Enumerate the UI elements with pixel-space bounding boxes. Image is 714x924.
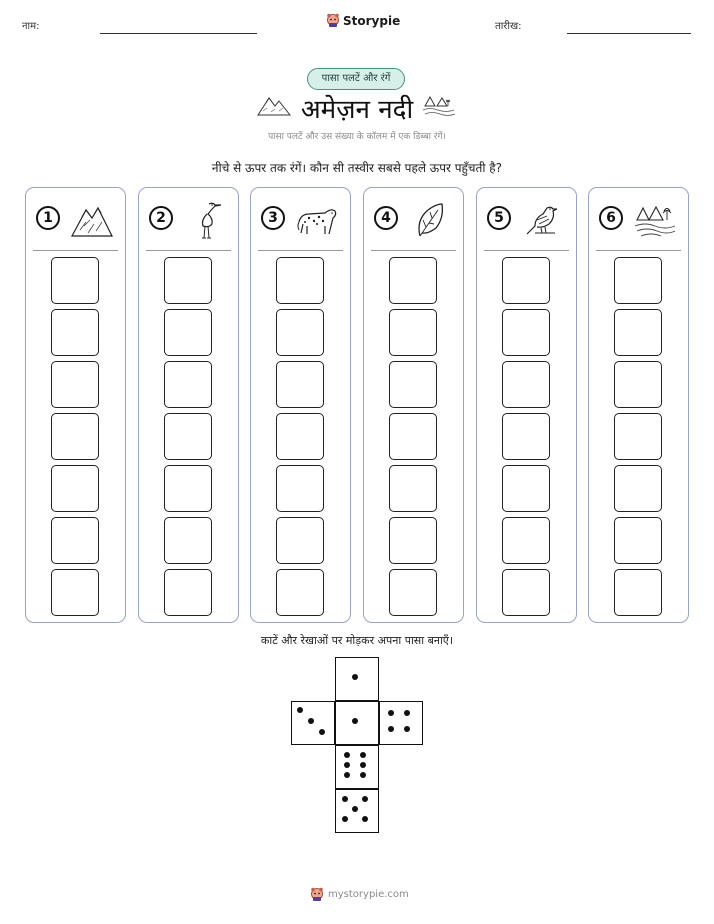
die-pip <box>360 762 366 768</box>
column-header <box>251 188 350 250</box>
footer <box>310 887 409 902</box>
page-title: अमेज़न नदी <box>300 95 414 125</box>
color-box[interactable] <box>614 465 662 512</box>
color-box[interactable] <box>51 361 99 408</box>
column-header <box>139 188 238 250</box>
brand-name: Storypie <box>343 13 401 28</box>
die-pip <box>388 726 394 732</box>
die-pip <box>362 816 368 822</box>
column-number: 5 <box>487 206 511 230</box>
color-box[interactable] <box>502 361 550 408</box>
village-art-icon <box>422 94 456 116</box>
die-pip <box>404 726 410 732</box>
color-box[interactable] <box>614 361 662 408</box>
color-box[interactable] <box>502 465 550 512</box>
color-box[interactable] <box>276 413 324 460</box>
color-box[interactable] <box>389 465 437 512</box>
color-box[interactable] <box>51 569 99 616</box>
instruction: नीचे से ऊपर तक रंगें। कौन सी तस्वीर सबसे पहले ऊपर पहुँचती है? <box>211 161 503 175</box>
color-box[interactable] <box>614 413 662 460</box>
column-header <box>26 188 125 250</box>
column-number: 2 <box>149 206 173 230</box>
die-pip <box>352 806 358 812</box>
footer-url[interactable]: mystorypie.com <box>328 889 409 900</box>
color-box[interactable] <box>614 309 662 356</box>
color-box[interactable] <box>389 361 437 408</box>
bird-icon <box>521 200 565 240</box>
column-header <box>589 188 688 250</box>
name-label: नाम: <box>22 21 40 32</box>
color-box[interactable] <box>164 413 212 460</box>
column-divider <box>146 250 231 251</box>
die-pip <box>344 752 350 758</box>
color-box[interactable] <box>276 569 324 616</box>
die-face-center <box>335 701 379 745</box>
color-box[interactable] <box>502 569 550 616</box>
color-box[interactable] <box>502 257 550 304</box>
color-box[interactable] <box>276 257 324 304</box>
die-face-lower <box>335 745 379 789</box>
die-pip <box>342 816 348 822</box>
color-box[interactable] <box>164 361 212 408</box>
color-box[interactable] <box>51 309 99 356</box>
die-face-top <box>335 657 379 701</box>
leaf-icon <box>408 200 452 240</box>
column-number: 4 <box>374 206 398 230</box>
color-box[interactable] <box>614 257 662 304</box>
color-box[interactable] <box>389 517 437 564</box>
column-header <box>477 188 576 250</box>
die-face-right <box>379 701 423 745</box>
color-box[interactable] <box>164 309 212 356</box>
color-box[interactable] <box>389 257 437 304</box>
color-box[interactable] <box>164 517 212 564</box>
color-box[interactable] <box>276 361 324 408</box>
column-number: 1 <box>36 206 60 230</box>
die-pip <box>344 772 350 778</box>
die-pip <box>362 796 368 802</box>
subtitle: पासा पलटें और उस संख्या के कॉलम में एक डिब्बा रंगें। <box>268 132 446 142</box>
activity-tag: पासा पलटें और रंगें <box>307 68 405 90</box>
heron-icon <box>183 200 227 240</box>
die-face-left <box>291 701 335 745</box>
die-pip <box>352 718 358 724</box>
die-pip <box>388 710 394 716</box>
column-number: 3 <box>261 206 285 230</box>
color-box[interactable] <box>389 569 437 616</box>
date-line[interactable] <box>567 33 691 34</box>
column-header <box>364 188 463 250</box>
date-label: तारीख: <box>495 21 522 32</box>
color-box[interactable] <box>389 413 437 460</box>
color-box[interactable] <box>502 413 550 460</box>
column-6 <box>588 187 689 623</box>
column-1 <box>25 187 126 623</box>
column-divider <box>33 250 118 251</box>
column-divider <box>484 250 569 251</box>
brand-logo <box>326 13 400 28</box>
color-box[interactable] <box>614 517 662 564</box>
die-pip <box>360 752 366 758</box>
column-number: 6 <box>599 206 623 230</box>
die-face-bottom <box>335 789 379 833</box>
column-divider <box>596 250 681 251</box>
village-icon <box>633 200 677 240</box>
color-box[interactable] <box>389 309 437 356</box>
column-divider <box>258 250 343 251</box>
color-box[interactable] <box>51 257 99 304</box>
die-pip <box>360 772 366 778</box>
color-box[interactable] <box>164 569 212 616</box>
color-box[interactable] <box>502 309 550 356</box>
color-box[interactable] <box>51 413 99 460</box>
die-pip <box>319 729 325 735</box>
die-pip <box>308 718 314 724</box>
die-pip <box>344 762 350 768</box>
color-box[interactable] <box>614 569 662 616</box>
color-box[interactable] <box>164 465 212 512</box>
color-box[interactable] <box>51 517 99 564</box>
storypie-mascot-icon <box>326 13 340 28</box>
column-4 <box>363 187 464 623</box>
jaguar-icon <box>295 200 339 240</box>
color-box[interactable] <box>276 309 324 356</box>
column-3 <box>250 187 351 623</box>
column-5 <box>476 187 577 623</box>
die-pip <box>297 707 303 713</box>
die-pip <box>352 674 358 680</box>
color-box[interactable] <box>276 517 324 564</box>
cut-instruction: काटें और रेखाओं पर मोड़कर अपना पासा बनाएँ। <box>260 634 454 647</box>
color-box[interactable] <box>51 465 99 512</box>
color-box[interactable] <box>164 257 212 304</box>
mountain-icon <box>70 200 114 240</box>
die-pip <box>404 710 410 716</box>
column-divider <box>371 250 456 251</box>
color-box[interactable] <box>502 517 550 564</box>
name-line[interactable] <box>100 33 257 34</box>
color-box[interactable] <box>276 465 324 512</box>
storypie-mascot-icon <box>310 887 324 902</box>
column-2 <box>138 187 239 623</box>
die-pip <box>342 796 348 802</box>
